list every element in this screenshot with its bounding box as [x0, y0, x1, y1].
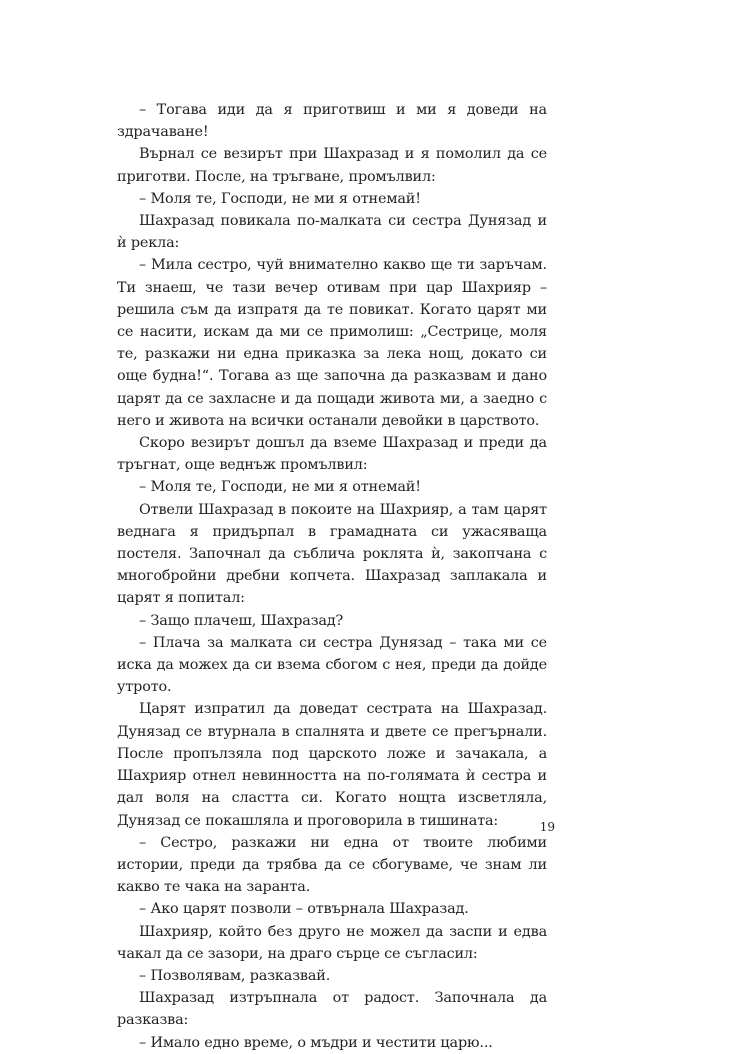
- paragraph: Скоро везирът дошъл да вземе Шахразад и преди да тръгнат, още веднъж промълвил:: [117, 435, 547, 474]
- paragraph: – Плача за малката си сестра Дунязад – така ми се иска да можех да си взема сбогом с нея, преди да дойде утрото.: [117, 634, 547, 696]
- paragraph: Шахразад повикала по-малката си сестра Дунязад и ѝ рекла:: [117, 213, 547, 252]
- paragraph: Отвели Шахразад в покоите на Шахрияр, а там царят веднага я придърпал в грамадната си ужасяваща постеля. Започнал да съблича роклята ѝ, закопчана с многобройни дребни копчета. Шахразад заплакала и царят я попитал:: [117, 501, 547, 607]
- paragraph: – Тогава иди да я приготвиш и ми я доведи на здрачаване!: [117, 102, 547, 141]
- paragraph: Върнал се везирът при Шахразад и я помолил да се приготви. После, на тръгване, промълвил:: [117, 146, 547, 185]
- paragraph: – Ако царят позволи – отвърнала Шахразад.: [139, 901, 469, 918]
- paragraph: Шахрияр, който без друго не можел да заспи и едва чакал да се зазори, на драго сърце се съгласил:: [117, 923, 547, 962]
- paragraph: Царят изпратил да доведат сестрата на Шахразад. Дунязад се втурнала в спалнята и двете се прегърнали. После пропълзяла под царското ложе и зачакала, а Шахрияр отнел невинността на по-голямата ѝ сестра и дал воля на сластта си. Когато нощта изсветляла, Дунязад се покашляла и проговорила в тишината:: [117, 701, 547, 829]
- paragraph: – Моля те, Господи, не ми я отнемай!: [139, 190, 421, 207]
- paragraph: – Позволявам, разказвай.: [139, 967, 331, 984]
- paragraph: – Мила сестро, чуй внимателно какво ще ти заръчам. Ти знаеш, че тази вечер отивам при цар Шахрияр – решила съм да изпратя да те повикат. Когато царят ми се насити, искам да ми се примолиш: „Сестрице, моля те, разкажи ни една приказка за лека нощ, докато си още будна!“. Тогава аз ще започна да разказвам и дано царят да се захласне и да пощади живота ми, а заедно с него и живота на всички останали девойки в царството.: [117, 257, 547, 429]
- page-number: 19: [539, 820, 555, 834]
- paragraph: – Защо плачеш, Шахразад?: [139, 612, 344, 629]
- paragraph: – Моля те, Господи, не ми я отнемай!: [139, 479, 421, 496]
- body-text: [117, 99, 547, 1054]
- paragraph: – Имало едно време, о мъдри и честити царю...: [139, 1034, 493, 1051]
- paragraph: Шахразад изтръпнала от радост. Започнала да разказва:: [117, 990, 547, 1029]
- paragraph: – Сестро, разкажи ни една от твоите любими истории, преди да трябва да се сбогуваме, че знам ли какво те чака на заранта.: [117, 834, 547, 896]
